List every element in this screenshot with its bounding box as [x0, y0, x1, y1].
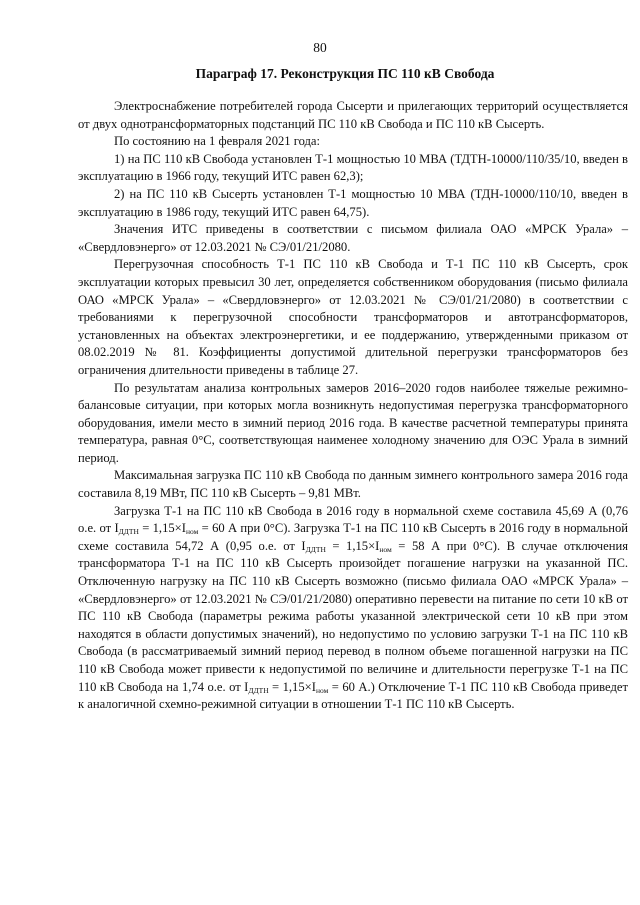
document-body — [78, 98, 628, 714]
paragraph-overload-capacity: Перегрузочная способность Т-1 ПС 110 кВ Свобода и Т-1 ПС 110 кВ Сысерть, срок эксплуатации которых превысил 30 лет, определяется собственником оборудования (письмо филиала ОАО «МРСК Урала» – «Свердловэнерго» от 12.03.2021 № СЭ/01/21/2080) в соответствии с требованиями к перегрузочной способности трансформаторов и автотрансформаторов, установленных на объектах электроэнергетики, и ее поддержанию, утвержденными приказом от 08.02.2019 № 81. Коэффициенты допустимой длительной перегрузки трансформаторов без ограничения длительности приведены в таблице 27. — [78, 257, 628, 377]
text-span: Загрузка Т-1 на ПС 110 кВ Свобода в 2016 году в нормальной схеме составила 45,69 А (0,76 о.е. от I — [78, 503, 628, 536]
text-span: = 58 А при 0°С). В случае отключения трансформатора Т-1 на ПС 110 кВ Сысерть произойдет погашение нагрузки на указанной ПС. Отключенную нагрузку на ПС 110 кВ Сысерть возможно (письмо филиала ОАО «МРСК Урала» – «Свердловэнерго» от 12.03.2021 № СЭ/01/21/2080) оперативно перевести на питание по сети 10 кВ от ПС 110 кВ Свобода (параметры режима работы указанной электрической сети 10 кВ при этом находятся в области допустимых значений), но недопустимо по условию загрузки Т-1 на ПС 110 кВ Свобода (в рассматриваемый зимний период перевод в полном объеме погашенной нагрузки на ПС 110 кВ Свобода может привести к недопустимой по величине и длительности перегрузке Т-1 на ПС 110 кВ Свобода на 1,74 о.е. от I — [78, 538, 628, 694]
section-heading: Параграф 17. Реконструкция ПС 110 кВ Свобода — [195, 66, 495, 81]
paragraph-transformer-load — [78, 503, 628, 714]
subscript-ddtn: ДДТН — [305, 544, 326, 554]
paragraph-its-source: Значения ИТС приведены в соответствии с письмом филиала ОАО «МРСК Урала» – «Свердловэнерго» от 12.03.2021 № СЭ/01/21/2080. — [78, 222, 628, 254]
list-item-sysert-transformer: 2) на ПС 110 кВ Сысерть установлен Т-1 мощностью 10 МВА (ТДН-10000/110/10, введен в эксплуатацию в 1986 году, текущий ИТС равен 64,75). — [78, 186, 628, 219]
subscript-nom: ном — [185, 527, 199, 537]
text-span: = 60 А при 0°С). Загрузка Т-1 на ПС 110 кВ Сысерть в 2016 году в нормальной схеме составила 54,72 А (0,95 о.е. от I — [78, 521, 628, 553]
subscript-ddtn: ДДТН — [118, 527, 139, 537]
text-span: = 1,15×I — [138, 521, 186, 536]
page-number: 80 — [313, 40, 327, 55]
text-span: = 1,15×I — [325, 538, 380, 553]
paragraph-status-date: По состоянию на 1 февраля 2021 года: — [114, 134, 321, 149]
text-span: = 60 А.) Отключение Т-1 ПС 110 кВ Свобода приведет к аналогичной схемно-режимной ситуации в отношении Т-1 ПС 110 кВ Сысерть. — [78, 679, 628, 712]
subscript-nom: ном — [379, 544, 392, 554]
paragraph-measurement-analysis: По результатам анализа контрольных замеров 2016–2020 годов наиболее тяжелые режимно-балансовые ситуации, при которых могла возникнуть недопустимая перегрузка трансформаторного оборудования, имели место в зимний период 2016 года. В качестве расчетной температуры принята температура, равная 0°С, соответствующая наименее холодному значению для ОЭС Урала в зимний период. — [78, 380, 628, 465]
list-item-svoboda-transformer: 1) на ПС 110 кВ Свобода установлен Т-1 мощностью 10 МВА (ТДТН-10000/110/35/10, введен в эксплуатацию в 1966 году, текущий ИТС равен 62,3); — [78, 151, 628, 184]
paragraph-power-supply: Электроснабжение потребителей города Сысерти и прилегающих территорий осуществляется от двух однотрансформаторных подстанций ПС 110 кВ Свобода и ПС 110 кВ Сысерть. — [78, 99, 628, 131]
subscript-nom: ном — [315, 685, 329, 695]
subscript-ddtn: ДДТН — [248, 685, 269, 695]
paragraph-max-load: Максимальная загрузка ПС 110 кВ Свобода по данным зимнего контрольного замера 2016 года составила 8,19 МВт, ПС 110 кВ Сысерть – 9,81 МВт. — [78, 468, 628, 501]
text-span: = 1,15×I — [268, 679, 316, 694]
